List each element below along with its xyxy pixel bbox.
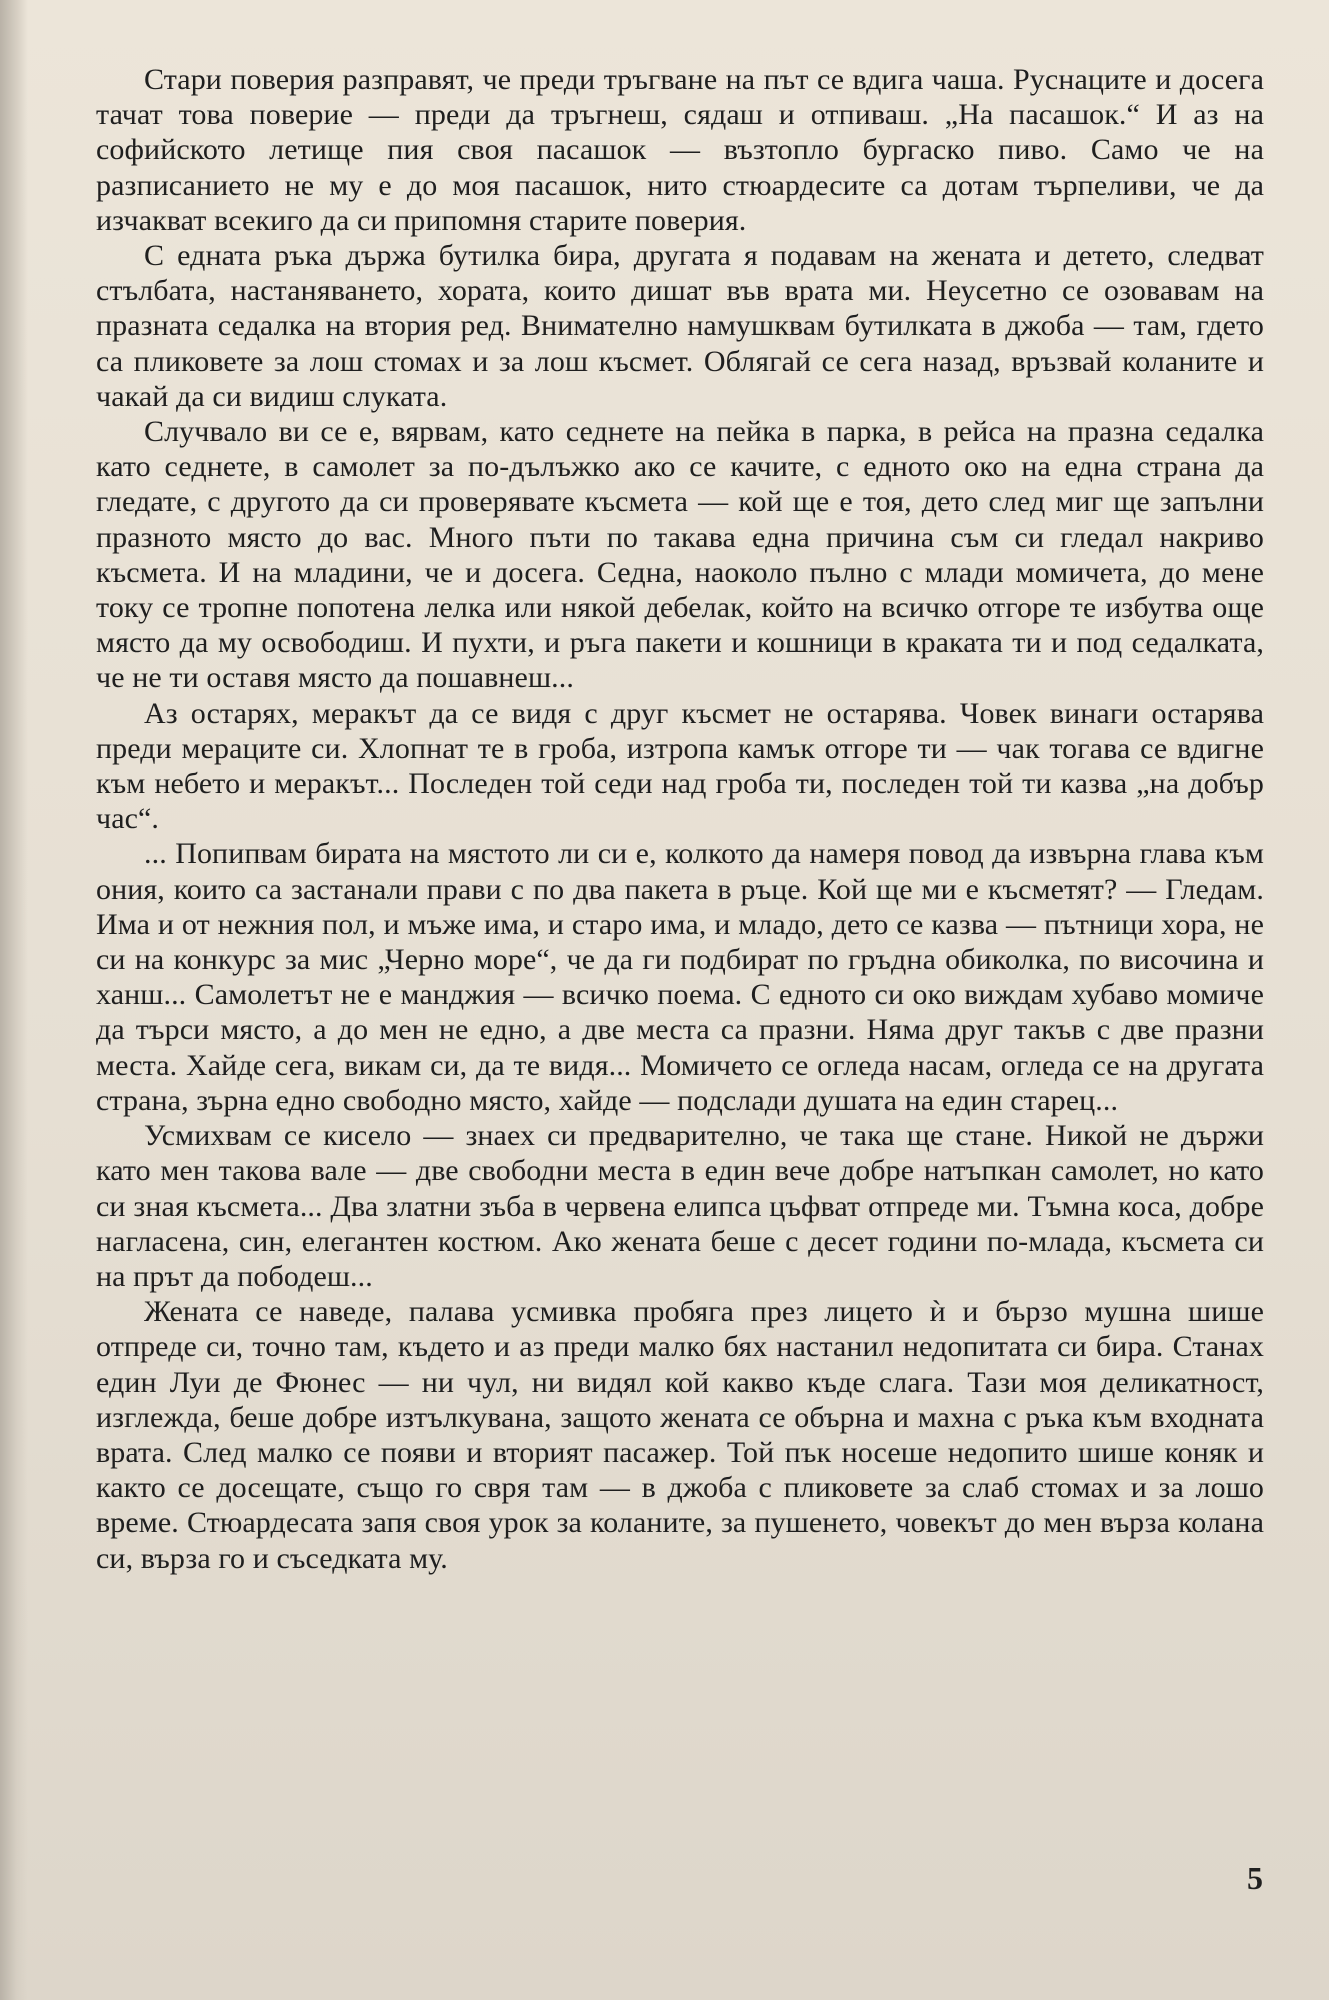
paragraph-6: Усмихвам се кисело — знаех си предварително, че така ще стане. Никой не държи като мен такова вале — две свободни места в един вече добре натъпкан самолет, но като си зная късмета... Два златни зъба в червена елипса цъфват отпреде ми. Тъмна коса, добре нагласена, син, елегантен костюм. Ако жената беше с десет години по-млада, късмета си на прът да пободеш...: [96, 1119, 1264, 1293]
paragraph-3: Случвало ви се е, вярвам, като седнете на пейка в парка, в рейса на празна седалка като седнете, в самолет за по-дълъжко ако се качите, с едното око на една страна да гледате, с другото да си проверявате късмета — кой ще е тоя, дето след миг ще запълни празното място до вас. Много пъти по такава една причина съм си гледал накриво късмета. И на младини, че и досега. Седна, наоколо пълно с млади момичета, до мене току се тропне попотена лелка или някой дебелак, който на всичко отгоре те избутва още място да му освободиш. И пухти, и ръга пакети и кошници в краката ти и под седалката, че не ти оставя място да пошавнеш...: [96, 415, 1264, 695]
paragraph-4: Аз остарях, меракът да се видя с друг късмет не остарява. Човек винаги остарява преди мераците си. Хлопнат те в гроба, изтропа камък отгоре ти — чак тогава се вдигне към небето и меракът... Последен той седи над гроба ти, последен той ти казва „на добър час“.: [96, 696, 1264, 836]
body-text: [96, 62, 1264, 1862]
paragraph-1: Стари поверия разправят, че преди тръгване на път се вдига чаша. Руснаците и досега тачат това поверие — преди да тръгнеш, сядаш и отпиваш. „На пасашок.“ И аз на софийското летище пия своя пасашок — възтопло бургаско пиво. Само че на разписанието не му е до моя пасашок, нито стюардесите са дотам търпеливи, че да изчакват всекиго да си припомня старите поверия.: [96, 63, 1264, 237]
paragraph-5: ... Попипвам бирата на мястото ли си е, колкото да намеря повод да извърна глава към ония, които са застанали прави с по два пакета в ръце. Кой ще ми е късметят? — Гледам. Има и от нежния пол, и мъже има, и старо има, и младо, дето се казва — пътници хора, не си на конкурс за мис „Черно море“, че да ги подбират по гръдна обиколка, по височина и ханш... Самолетът не е манджия — всичко поема. С едното си око виждам хубаво момиче да търси място, а до мен не едно, а две места са празни. Няма друг такъв с две празни места. Хайде сега, викам си, да те видя... Момичето се огледа насам, огледа се на другата страна, зърна едно свободно място, хайде — подслади душата на един старец...: [96, 837, 1264, 1117]
paragraph-2: С едната ръка държа бутилка бира, другата я подавам на жената и детето, следват стълбата, настаняването, хората, които дишат във врата ми. Неусетно се озовавам на празната седалка на втория ред. Внимателно намушквам бутилката в джоба — там, гдето са пликовете за лош стомах и за лош късмет. Облягай се сега назад, връзвай коланите и чакай да си видиш слуката.: [96, 239, 1264, 413]
page-number: 5: [1247, 1860, 1263, 1896]
paragraph-7: Жената се наведе, палава усмивка пробяга през лицето ѝ и бързо мушна шише отпреде си, точно там, където и аз преди малко бях настанил недопитата си бира. Станах един Луи де Фюнес — ни чул, ни видял кой какво къде слага. Тази моя деликатност, изглежда, беше добре изтълкувана, защото жената се обърна и махна с ръка към входната врата. След малко се появи и вторият пасажер. Той пък носеше недопито шише коняк и както се досещате, също го свря там — в джоба с пликовете за слаб стомах и за лошо време. Стюардесата запя своя урок за коланите, за пушенето, човекът до мен върза колана си, върза го и съседката му.: [96, 1295, 1264, 1575]
spine-shadow: [0, 0, 28, 2000]
